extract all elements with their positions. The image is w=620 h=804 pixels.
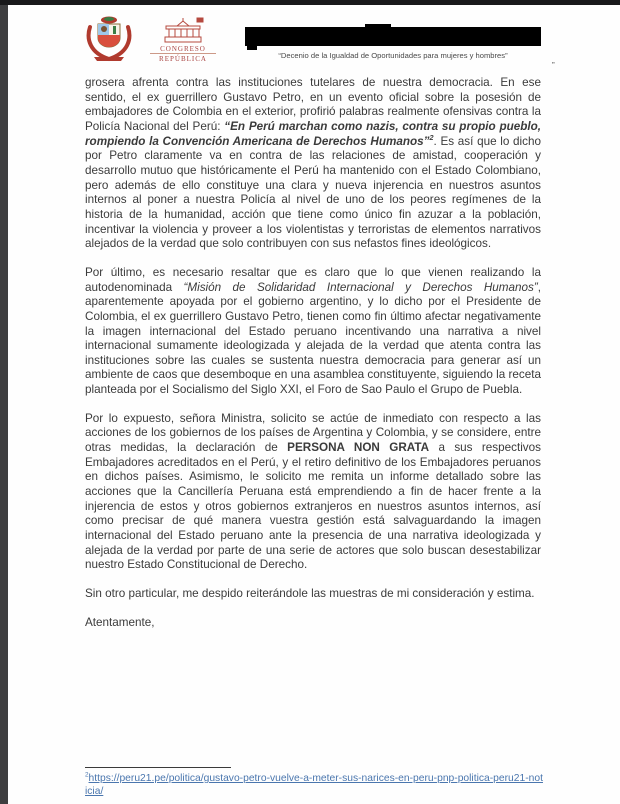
congress-emblem — [150, 17, 216, 63]
stray-quote-mark: ” — [552, 61, 555, 70]
congress-building-icon — [161, 17, 205, 45]
paragraph-2: Por último, es necesario resaltar que es claro que lo que vienen realizando la autodenominada “Misión de Solidaridad Internacional y Derechos Humanos”, aparentemente apoyada por el gobierno argentino, y lo dicho por el Presidente de Colombia, el ex guerrillero Gustavo Petro, tienen como fin último afectar negativamente la imagen internacional del Estado peruano incentivando una narrativa a nivel internacional sumamente ideologizada y alejada de la verdad que atenta contra las instituciones sobre las cuales se sustenta nuestra democracia para generar así un ambiente de caos que desemboque en una asamblea constituyente, siguiendo la receta planteada por el Socialismo del Siglo XXI, el Foro de Sao Paulo el Grupo de Puebla. — [85, 265, 541, 397]
viewer-left-edge — [0, 5, 8, 804]
paragraph-closing: Sin otro particular, me despido reiterándole las muestras de mi consideración y estima. — [85, 587, 535, 600]
footnote-marker: 2 — [85, 771, 89, 779]
footnote-link[interactable]: https://peru21.pe/politica/gustavo-petro-vuelve-a-meter-sus-narices-en-peru-pnp-politica-peru21-noticia/ — [85, 773, 543, 797]
congress-label-line2: REPÚBLICA — [150, 53, 216, 63]
letter-page — [8, 5, 620, 804]
decenio-slogan: “Decenio de la Igualdad de Oportunidades para mujeres y hombres” — [278, 51, 508, 60]
paragraph-1: grosera afrenta contra las instituciones tutelares de nuestra democracia. En ese sentido, el ex guerrillero Gustavo Petro, en un evento oficial sobre la posesión de embajadores de Colombia en el exterior, profirió palabras realmente ofensivas contra la Policía Nacional del Perú: “En Perú marchan como nazis, contra su propio pueblo, rompiendo la Convención Americana de Derechos Humanos”$^2$. Es así que lo dicho por Petro claramente va en contra de las relaciones de amistad, cooperación y desarrollo mutuo que históricamente el Perú ha mantenido con el Estado Colombiano, pero además de ello constituye una clara y nueva injerencia en nuestros asuntos internos al poner a nuestra Policía al nivel de uno de los peores regímenes de la historia de la humanidad, acción que tiene como único fin azuzar a la población, incentivar la violencia y proveer a los violentistas y terroristas de elementos narrativos alejados de la verdad que solo contribuyen con sus nefastos fines ideológicos. — [85, 76, 541, 251]
paragraph-3: Por lo expuesto, señora Ministra, solicito se actúe de inmediato con respecto a las acciones de los gobiernos de los países de Argentina y Colombia, y se considere, entre otras medidas, la declaración de PERSONA NON GRATA a sus respectivos Embajadores acreditados en el Perú, y el retiro definitivo de los Embajadores peruanos en dichos países. Asimismo, le solicito me remita un informe detallado sobre las acciones que la Cancillería Peruana está emprendiendo a fin de hacer frente a la injerencia de estos y otros gobiernos extranjeros en nuestros asuntos internos, así como precisar de qué manera vuestra gestión está salvaguardando la imagen internacional del Estado peruano ante la presencia de una narrativa ideologizada y alejada de la verdad por parte de una serie de actores que solo buscan desestabilizar nuestro Estado Constitucional de Derecho. — [85, 411, 541, 572]
paragraph-signoff: Atentamente, — [85, 615, 155, 629]
footnote-separator — [85, 767, 231, 768]
footnote — [85, 767, 543, 798]
letter-body — [85, 76, 541, 644]
peru-coat-of-arms-icon — [84, 13, 134, 62]
congress-label-line1: CONGRESO — [160, 45, 206, 53]
redaction-bar — [245, 27, 541, 46]
